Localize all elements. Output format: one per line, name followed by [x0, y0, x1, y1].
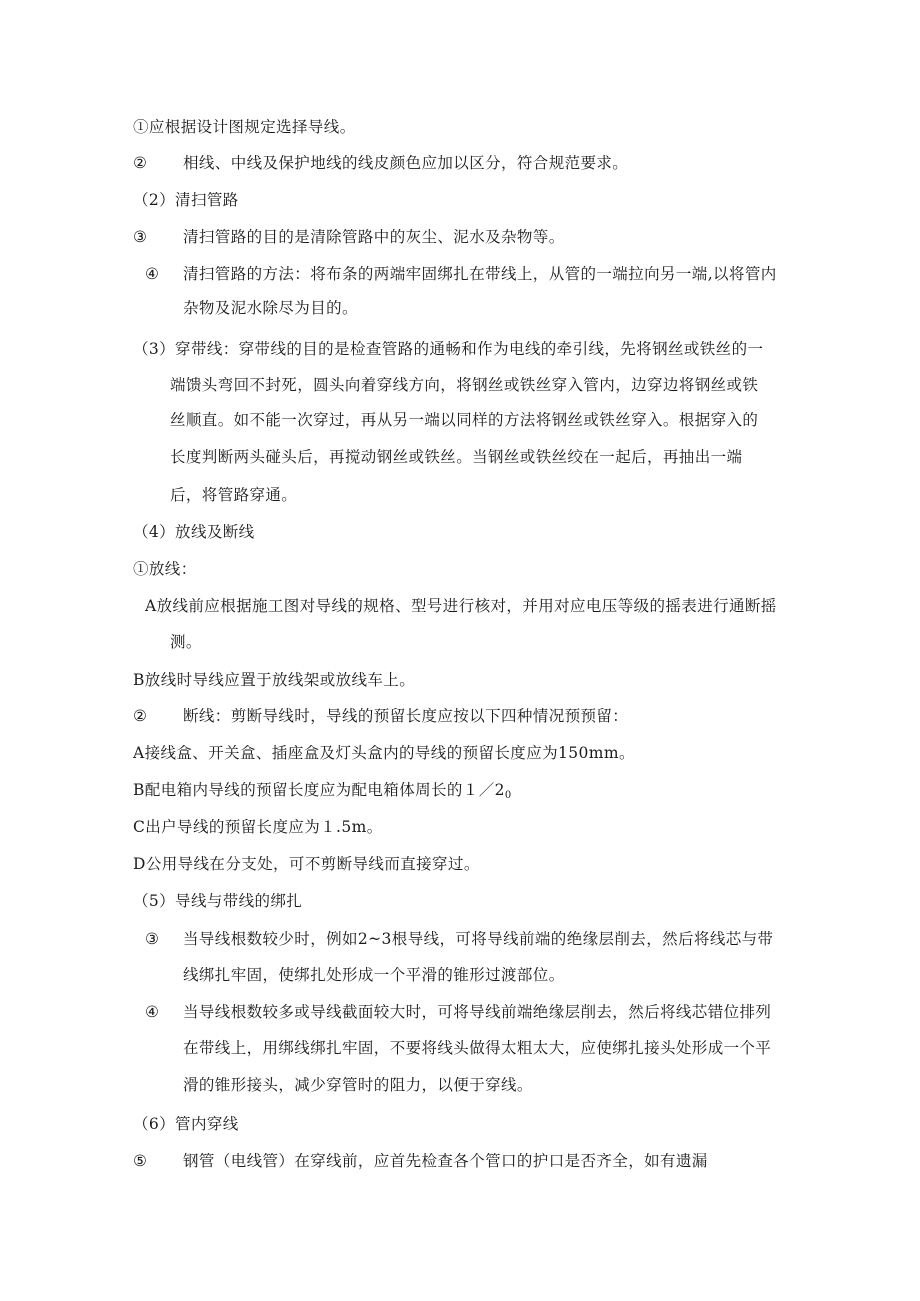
item-marker: ④: [145, 1003, 159, 1021]
paragraph-many-wires-line: 在带线上，用绑线绑扎牢固，不要将线头做得太粗太大，应使绑扎接头处形成一个平: [183, 1039, 772, 1057]
paragraph-reserve-a: A接线盒、开关盒、插座盒及灯头盒内的导线的预留长度应为150mm。: [133, 744, 635, 762]
paragraph-guide-wire-line: 后，将管路穿通。: [170, 486, 298, 504]
paragraph-guide-wire-line: 长度判断两头碰头后，再搅动钢丝或铁丝。当钢丝或铁丝绞在一起后，再抽出一端: [170, 448, 743, 466]
section-heading-binding: （5）导线与带线的绑扎: [133, 892, 303, 910]
paragraph-few-wires-line: 当导线根数较少时，例如2~3根导线，可将导线前端的绝缘层削去，然后将线芯与带: [183, 930, 774, 948]
paragraph-guide-wire-line: （3）穿带线：穿带线的目的是检查管路的通畅和作为电线的牵引线，先将钢丝或铁丝的一: [133, 340, 764, 358]
paragraph-clean-purpose: 清扫管路的目的是清除管路中的灰尘、泥水及杂物等。: [183, 228, 565, 246]
paragraph-clean-method-line: 杂物及泥水除尽为目的。: [183, 299, 358, 317]
paragraph-reserve-b: [133, 779, 512, 807]
paragraph-few-wires-line: 线绑扎牢固，使绑扎处形成一个平滑的锥形过渡部位。: [183, 966, 565, 984]
paragraph-check-wire-line: 测。: [170, 633, 202, 651]
paragraph-wire-color: 相线、中线及保护地线的线皮颜色应加以区分，符合规范要求。: [183, 154, 629, 172]
reserve-b-text: B配电箱内导线的预留长度应为配电箱体周长的１／2: [133, 781, 505, 799]
paragraph-steel-pipe: 钢管（电线管）在穿线前，应首先检查各个管口的护口是否齐全，如有遗漏: [183, 1152, 708, 1170]
paragraph-many-wires-line: 当导线根数较多或导线截面较大时，可将导线前端绝缘层削去，然后将线芯错位排列: [183, 1003, 772, 1021]
reserve-b-subscript: 0: [504, 790, 512, 801]
paragraph-reserve-d: D公用导线在分支处，可不剪断导线而直接穿过。: [133, 855, 480, 873]
paragraph-check-wire-line: A放线前应根据施工图对导线的规格、型号进行核对，并用对应电压等级的摇表进行通断摇: [145, 597, 777, 615]
paragraph-clean-method-line: 清扫管路的方法：将布条的两端牢固绑扎在带线上，从管的一端拉向另一端,以将管内: [183, 265, 777, 283]
item-marker: ③: [145, 930, 159, 948]
paragraph-reserve-c: C出户导线的预留长度应为１.5m。: [133, 818, 383, 836]
item-marker: ④: [145, 265, 159, 283]
paragraph-guide-wire-line: 丝顺直。如不能一次穿过，再从另一端以同样的方法将钢丝或铁丝穿入。根据穿入的: [170, 411, 759, 429]
paragraph-many-wires-line: 滑的锥形接头，减少穿管时的阻力，以便于穿线。: [183, 1076, 533, 1094]
item-marker: ②: [133, 707, 147, 725]
section-heading-clean-pipe: （2）清扫管路: [133, 191, 239, 209]
paragraph-select-wire: ①应根据设计图规定选择导线。: [133, 118, 356, 136]
item-marker: ③: [133, 228, 147, 246]
paragraph-wire-rack: B放线时导线应置于放线架或放线车上。: [133, 671, 416, 689]
item-marker: ⑤: [133, 1152, 147, 1170]
item-marker: ②: [133, 154, 147, 172]
section-heading-pay-off-cut: （4）放线及断线: [133, 523, 255, 541]
paragraph-pay-off: ①放线：: [133, 560, 197, 578]
paragraph-guide-wire-line: 端馈头弯回不封死，圆头向着穿线方向，将钢丝或铁丝穿入管内，边穿边将钢丝或铁: [170, 376, 759, 394]
paragraph-cut-wire: 断线：剪断导线时，导线的预留长度应按以下四种情况预预留：: [183, 707, 629, 725]
section-heading-threading: （6）管内穿线: [133, 1115, 239, 1133]
